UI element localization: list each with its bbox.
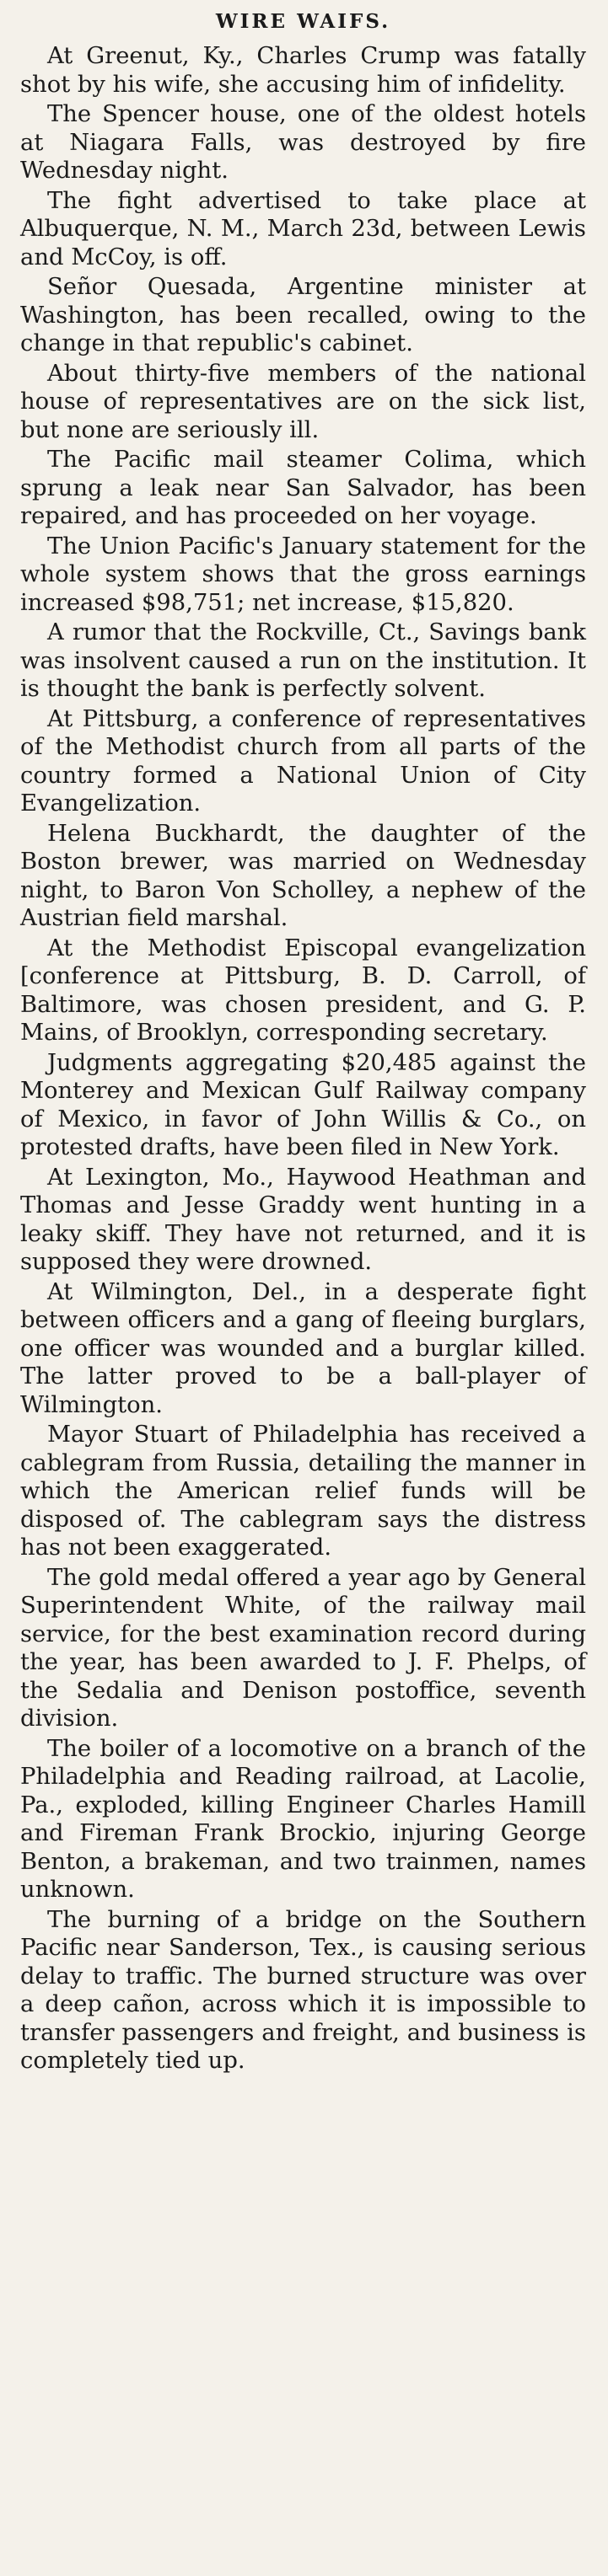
news-item: At the Methodist Episcopal evangelization [conference at Pittsburg, B. D. Carroll, of Baltimore, was chosen president, and G. P. Mains, of Brooklyn, corresponding secretary.	[20, 935, 586, 1046]
news-item: At Lexington, Mo., Haywood Heathman and Thomas and Jesse Graddy went hunting in a leaky skiff. They have not returned, and it is supposed they were drowned.	[20, 1164, 586, 1275]
news-item: The burning of a bridge on the Southern Pacific near Sanderson, Tex., is causing serious delay to traffic. The burned structure was over a deep cañon, across which it is impossible to transfer passengers and freight, and business is completely tied up.	[20, 1906, 586, 2074]
news-item: Judgments aggregating $20,485 against the Monterey and Mexican Gulf Railway company of Mexico, in favor of John Willis & Co., on protested drafts, have been filed in New York.	[20, 1049, 586, 1160]
news-item: The Spencer house, one of the oldest hotels at Niagara Falls, was destroyed by fire Wednesday night.	[20, 101, 586, 184]
news-item: At Greenut, Ky., Charles Crump was fatally shot by his wife, she accusing him of infidelity.	[20, 43, 586, 98]
news-item: The fight advertised to take place at Albuquerque, N. M., March 23d, between Lewis and McCoy, is off.	[20, 187, 586, 270]
column-headline: WIRE WAIFS.	[215, 10, 391, 33]
news-item: Señor Quesada, Argentine minister at Washington, has been recalled, owing to the change in that republic's cabinet.	[20, 274, 586, 356]
news-item: The gold medal offered a year ago by General Superintendent White, of the railway mail service, for the best examination record during the year, has been awarded to J. F. Phelps, of the Sedalia and Denison postoffice, seventh division.	[20, 1564, 586, 1732]
news-item: About thirty-five members of the national house of representatives are on the sick list, but none are seriously ill.	[20, 360, 586, 443]
news-item: The boiler of a locomotive on a branch of the Philadelphia and Reading railroad, at Lacolie, Pa., exploded, killing Engineer Charles Hamill and Fireman Frank Brockio, injuring George Benton, a brakeman, and two trainmen, names unknown.	[20, 1735, 586, 1903]
news-item: At Pittsburg, a conference of representatives of the Methodist church from all parts of the country formed a National Union of City Evangelization.	[20, 705, 586, 817]
news-item: A rumor that the Rockville, Ct., Savings bank was insolvent caused a run on the institution. It is thought the bank is perfectly solvent.	[20, 619, 586, 702]
news-item: At Wilmington, Del., in a desperate fight between officers and a gang of fleeing burglars, one officer was wounded and a burglar killed. The latter proved to be a ball-player of Wilmington.	[20, 1278, 586, 1418]
news-item: The Union Pacific's January statement for the whole system shows that the gross earnings increased $98,751; net increase, $15,820.	[20, 533, 586, 616]
news-item: Mayor Stuart of Philadelphia has received a cablegram from Russia, detailing the manner in which the American relief funds will be disposed of. The cablegram says the distress has not been exaggerated.	[20, 1422, 586, 1561]
news-item: The Pacific mail steamer Colima, which sprung a leak near San Salvador, has been repaired, and has proceeded on her voyage.	[20, 447, 586, 529]
news-item: Helena Buckhardt, the daughter of the Boston brewer, was married on Wednesday night, to Baron Von Scholley, a nephew of the Austrian field marshal.	[20, 820, 586, 931]
